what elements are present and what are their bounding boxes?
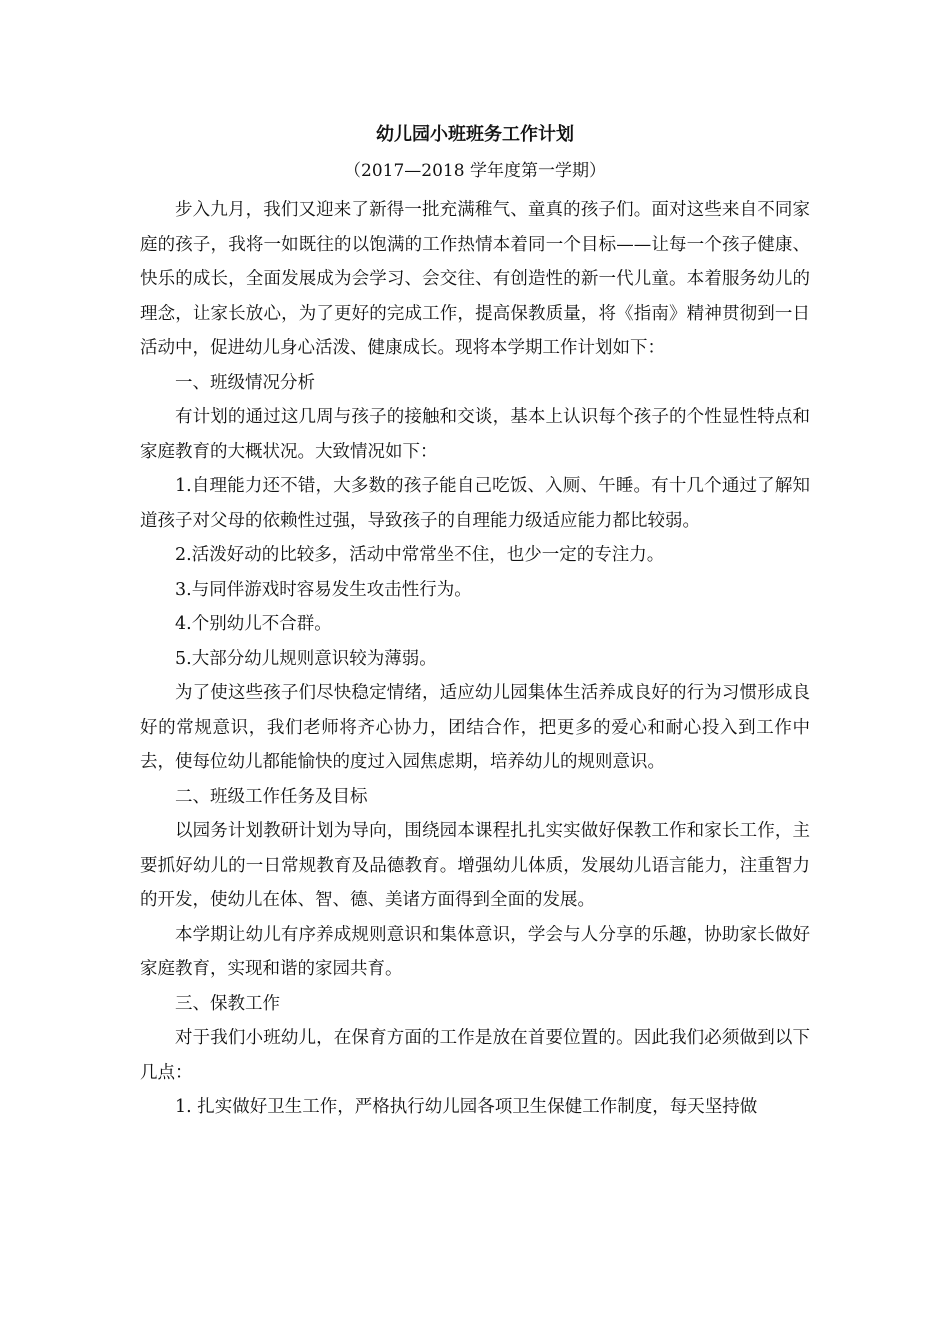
- paragraph-care-intro: 对于我们小班幼儿，在保育方面的工作是放在首要位置的。因此我们必须做到以下几点：: [140, 1028, 810, 1083]
- intro-paragraph: 步入九月，我们又迎来了新得一批充满稚气、童真的孩子们。面对这些来自不同家庭的孩子，我将一如既往的以饱满的工作热情本着同一个目标——让每一个孩子健康、快乐的成长，全面发展成为会学习、会交往、有创造性的新一代儿童。本着服务幼儿的理念，让家长放心，为了更好的完成工作，提高保教质量，将《指南》精神贯彻到一日活动中，促进幼儿身心活泼、健康成长。现将本学期工作计划如下：: [140, 200, 810, 358]
- list-item-5: 5.大部分幼儿规则意识较为薄弱。: [175, 648, 437, 669]
- section-heading-care-education: 三、保教工作: [175, 993, 280, 1014]
- section-heading-tasks-goals: 二、班级工作任务及目标: [175, 786, 368, 807]
- paragraph-tasks-2: 本学期让幼儿有序养成规则意识和集体意识，学会与人分享的乐趣，协助家长做好家庭教育，实现和谐的家园共育。: [140, 924, 810, 979]
- paragraph-tasks-1: 以园务计划教研计划为导向，围绕园本课程扎扎实实做好保教工作和家长工作，主要抓好幼儿的一日常规教育及品德教育。增强幼儿体质，发展幼儿语言能力，注重智力的开发，使幼儿在体、智、德、美诸方面得到全面的发展。: [140, 821, 810, 910]
- list-item-4: 4.个别幼儿不合群。: [175, 614, 332, 634]
- list-item-1: 1.自理能力还不错，大多数的孩子能自己吃饭、入厕、午睡。有十几个通过了解知道孩子对父母的依赖性过强，导致孩子的自理能力级适应能力都比较弱。: [140, 476, 810, 531]
- list-item-3: 3.与同伴游戏时容易发生攻击性行为。: [175, 579, 472, 600]
- paragraph-analysis-summary: 为了使这些孩子们尽快稳定情绪，适应幼儿园集体生活养成良好的行为习惯形成良好的常规意识，我们老师将齐心协力，团结合作，把更多的爱心和耐心投入到工作中去，使每位幼儿都能愉快的度过入园焦虑期，培养幼儿的规则意识。: [140, 683, 810, 772]
- list-item-2: 2.活泼好动的比较多，活动中常常坐不住，也少一定的专注力。: [175, 545, 665, 565]
- document-body: [140, 193, 810, 1125]
- care-list-item-1: 1. 扎实做好卫生工作，严格执行幼儿园各项卫生保健工作制度，每天坚持做: [175, 1097, 758, 1117]
- document-title: 幼儿园小班班务工作计划: [376, 124, 574, 145]
- section-heading-class-analysis: 一、班级情况分析: [175, 372, 315, 393]
- document-subtitle: （2017—2018 学年度第一学期）: [344, 161, 606, 181]
- paragraph-analysis-intro: 有计划的通过这几周与孩子的接触和交谈，基本上认识每个孩子的个性显性特点和家庭教育的大概状况。大致情况如下：: [140, 407, 810, 462]
